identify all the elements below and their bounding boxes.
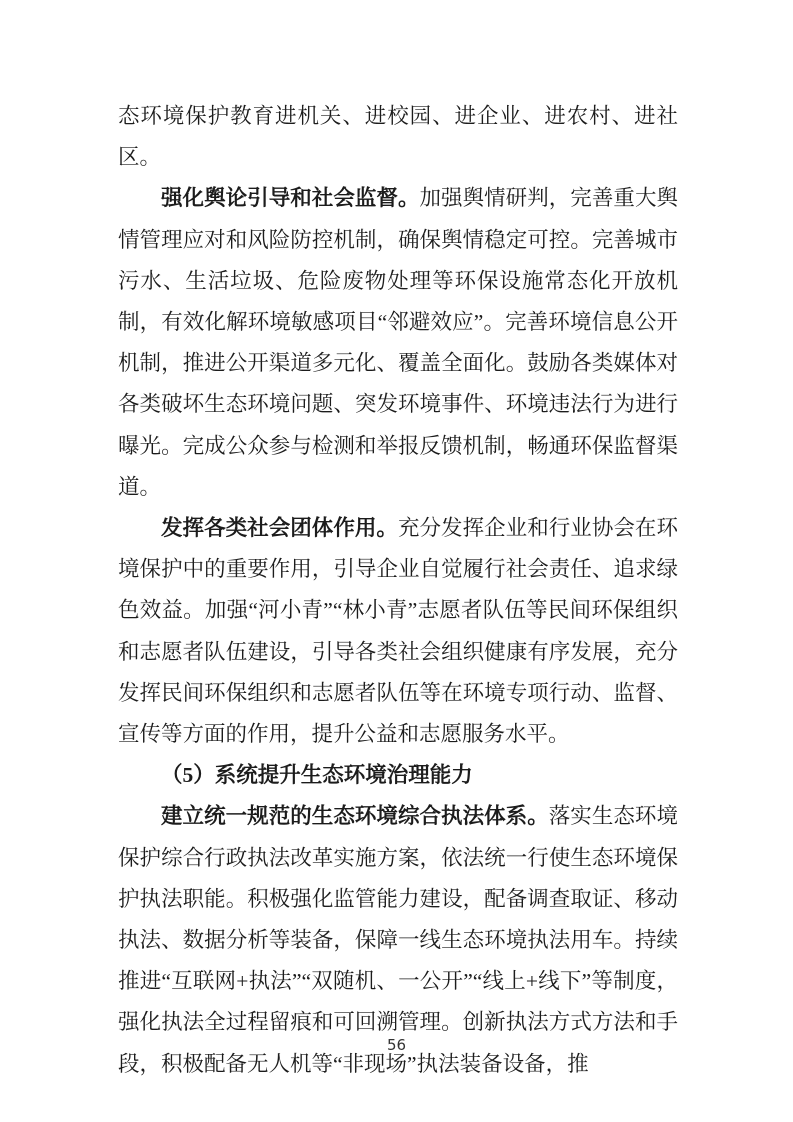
paragraph-lead: 发挥各类社会团体作用。 — [161, 516, 398, 541]
paragraph-lead: 建立统一规范的生态环境综合执法体系。 — [161, 804, 549, 829]
paragraph-public-opinion — [118, 178, 678, 508]
paragraph-lead: 强化舆论引导和社会监督。 — [161, 186, 420, 211]
paragraph-text: 落实生态环境保护综合行政执法改革实施方案，依法统一行使生态环境保护执法职能。积极强化监管能力建设，配备调查取证、移动执法、数据分析等装备，保障一线生态环境执法用车。持续推进“互联网+执法”“双随机、一公开”“线上+线下”等制度，强化执法全过程留痕和可回溯管理。创新执法方式方法和手段，积极配备无人机等“非现场”执法装备设备，推 — [118, 804, 678, 1076]
paragraph-social-groups — [118, 508, 678, 755]
paragraph-text: 充分发挥企业和行业协会在环境保护中的重要作用，引导企业自觉履行社会责任、追求绿色效益。加强“河小青”“林小青”志愿者队伍等民间环保组织和志愿者队伍建设，引导各类社会组织健康有序发展，充分发挥民间环保组织和志愿者队伍等在环境专项行动、监督、宣传等方面的作用，提升公益和志愿服务水平。 — [118, 516, 678, 747]
section-heading-text: （5）系统提升生态环境治理能力 — [161, 763, 473, 788]
page-footer — [0, 1036, 793, 1055]
document-body — [118, 96, 678, 1085]
paragraph-continuation — [118, 96, 678, 178]
page-number: 56 — [386, 1036, 407, 1054]
paragraph-text: 态环境保护教育进机关、进校园、进企业、进农村、进社区。 — [118, 104, 678, 170]
section-heading — [118, 755, 678, 796]
paragraph-text: 加强舆情研判，完善重大舆情管理应对和风险防控机制，确保舆情稳定可控。完善城市污水、生活垃圾、危险废物处理等环保设施常态化开放机制，有效化解环境敏感项目“邻避效应”。完善环境信息公开机制，推进公开渠道多元化、覆盖全面化。鼓励各类媒体对各类破坏生态环境问题、突发环境事件、环境违法行为进行曝光。完成公众参与检测和举报反馈机制，畅通环保监督渠道。 — [118, 186, 678, 499]
